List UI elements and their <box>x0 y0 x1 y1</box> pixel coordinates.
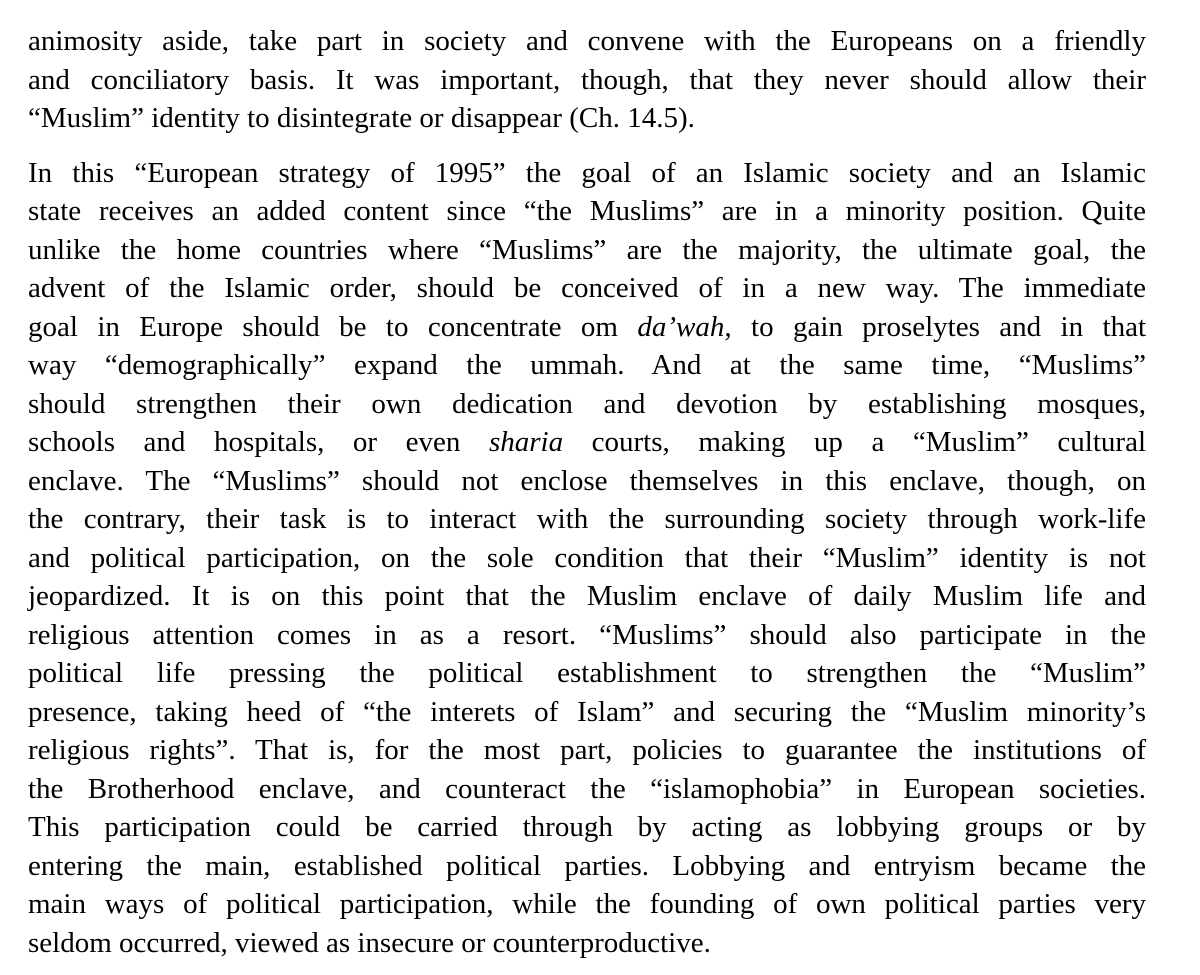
text-line: unlike the home countries where “Muslims” are the majority, the ultimate goal, the <box>28 233 1146 266</box>
text-line: should strengthen their own dedication and devotion by establishing mosques, <box>28 387 1146 420</box>
text-line: religious rights”. That is, for the most part, policies to guarantee the institutions of <box>28 734 1146 766</box>
italic-term: sharia <box>488 426 564 458</box>
text-line: state receives an added content since “the Muslims” are in a minority position. Quite <box>28 195 1146 227</box>
text-line: “Muslim” identity to disintegrate or disappear (Ch. 14.5). <box>28 102 695 134</box>
text-line: political life pressing the political establishment to strengthen the “Muslim” <box>28 657 1146 689</box>
italic-term: da’wah, <box>637 310 732 343</box>
text-line: entering the main, established political parties. Lobbying and entryism became the <box>28 849 1146 882</box>
text-line: jeopardized. It is on this point that the Muslim enclave of daily Muslim life and <box>28 580 1146 612</box>
text-line <box>28 423 1146 462</box>
text-line: and conciliatory basis. It was important, though, that they never should allow their <box>28 63 1146 96</box>
text-segment: to gain proselytes and in that <box>731 310 1146 343</box>
text-line: the contrary, their task is to interact with the surrounding society through work-life <box>28 503 1146 535</box>
text-segment: schools and hospitals, or even <box>28 426 489 458</box>
text-line: religious attention comes in as a resort. “Muslims” should also participate in the <box>28 618 1146 651</box>
text-line <box>28 308 1146 347</box>
text-line: and political participation, on the sole condition that their “Muslim” identity is not <box>28 541 1146 574</box>
text-line: main ways of political participation, while the founding of own political parties very <box>28 888 1146 920</box>
text-line: This participation could be carried through by acting as lobbying groups or by <box>28 811 1146 843</box>
text-line: enclave. The “Muslims” should not enclose themselves in this enclave, though, on <box>28 464 1146 497</box>
text-line: animosity aside, take part in society and convene with the Europeans on a friendly <box>28 25 1146 57</box>
text-segment: courts, making up a “Muslim” cultural <box>563 426 1146 458</box>
text-line: way “demographically” expand the ummah. And at the same time, “Muslims” <box>28 349 1146 381</box>
text-line: In this “European strategy of 1995” the goal of an Islamic society and an Islamic <box>28 156 1146 189</box>
text-line: advent of the Islamic order, should be conceived of in a new way. The immediate <box>28 272 1146 304</box>
paragraph-1 <box>28 22 1146 138</box>
text-segment: goal in Europe should be to concentrate om <box>28 310 638 343</box>
text-line: the Brotherhood enclave, and counteract the “islamophobia” in European societies. <box>28 772 1146 805</box>
text-line: seldom occurred, viewed as insecure or counterproductive. <box>28 926 711 959</box>
paragraph-2 <box>28 154 1146 963</box>
document-page <box>28 0 1146 962</box>
text-line: presence, taking heed of “the interets of Islam” and securing the “Muslim minority’s <box>28 695 1146 728</box>
